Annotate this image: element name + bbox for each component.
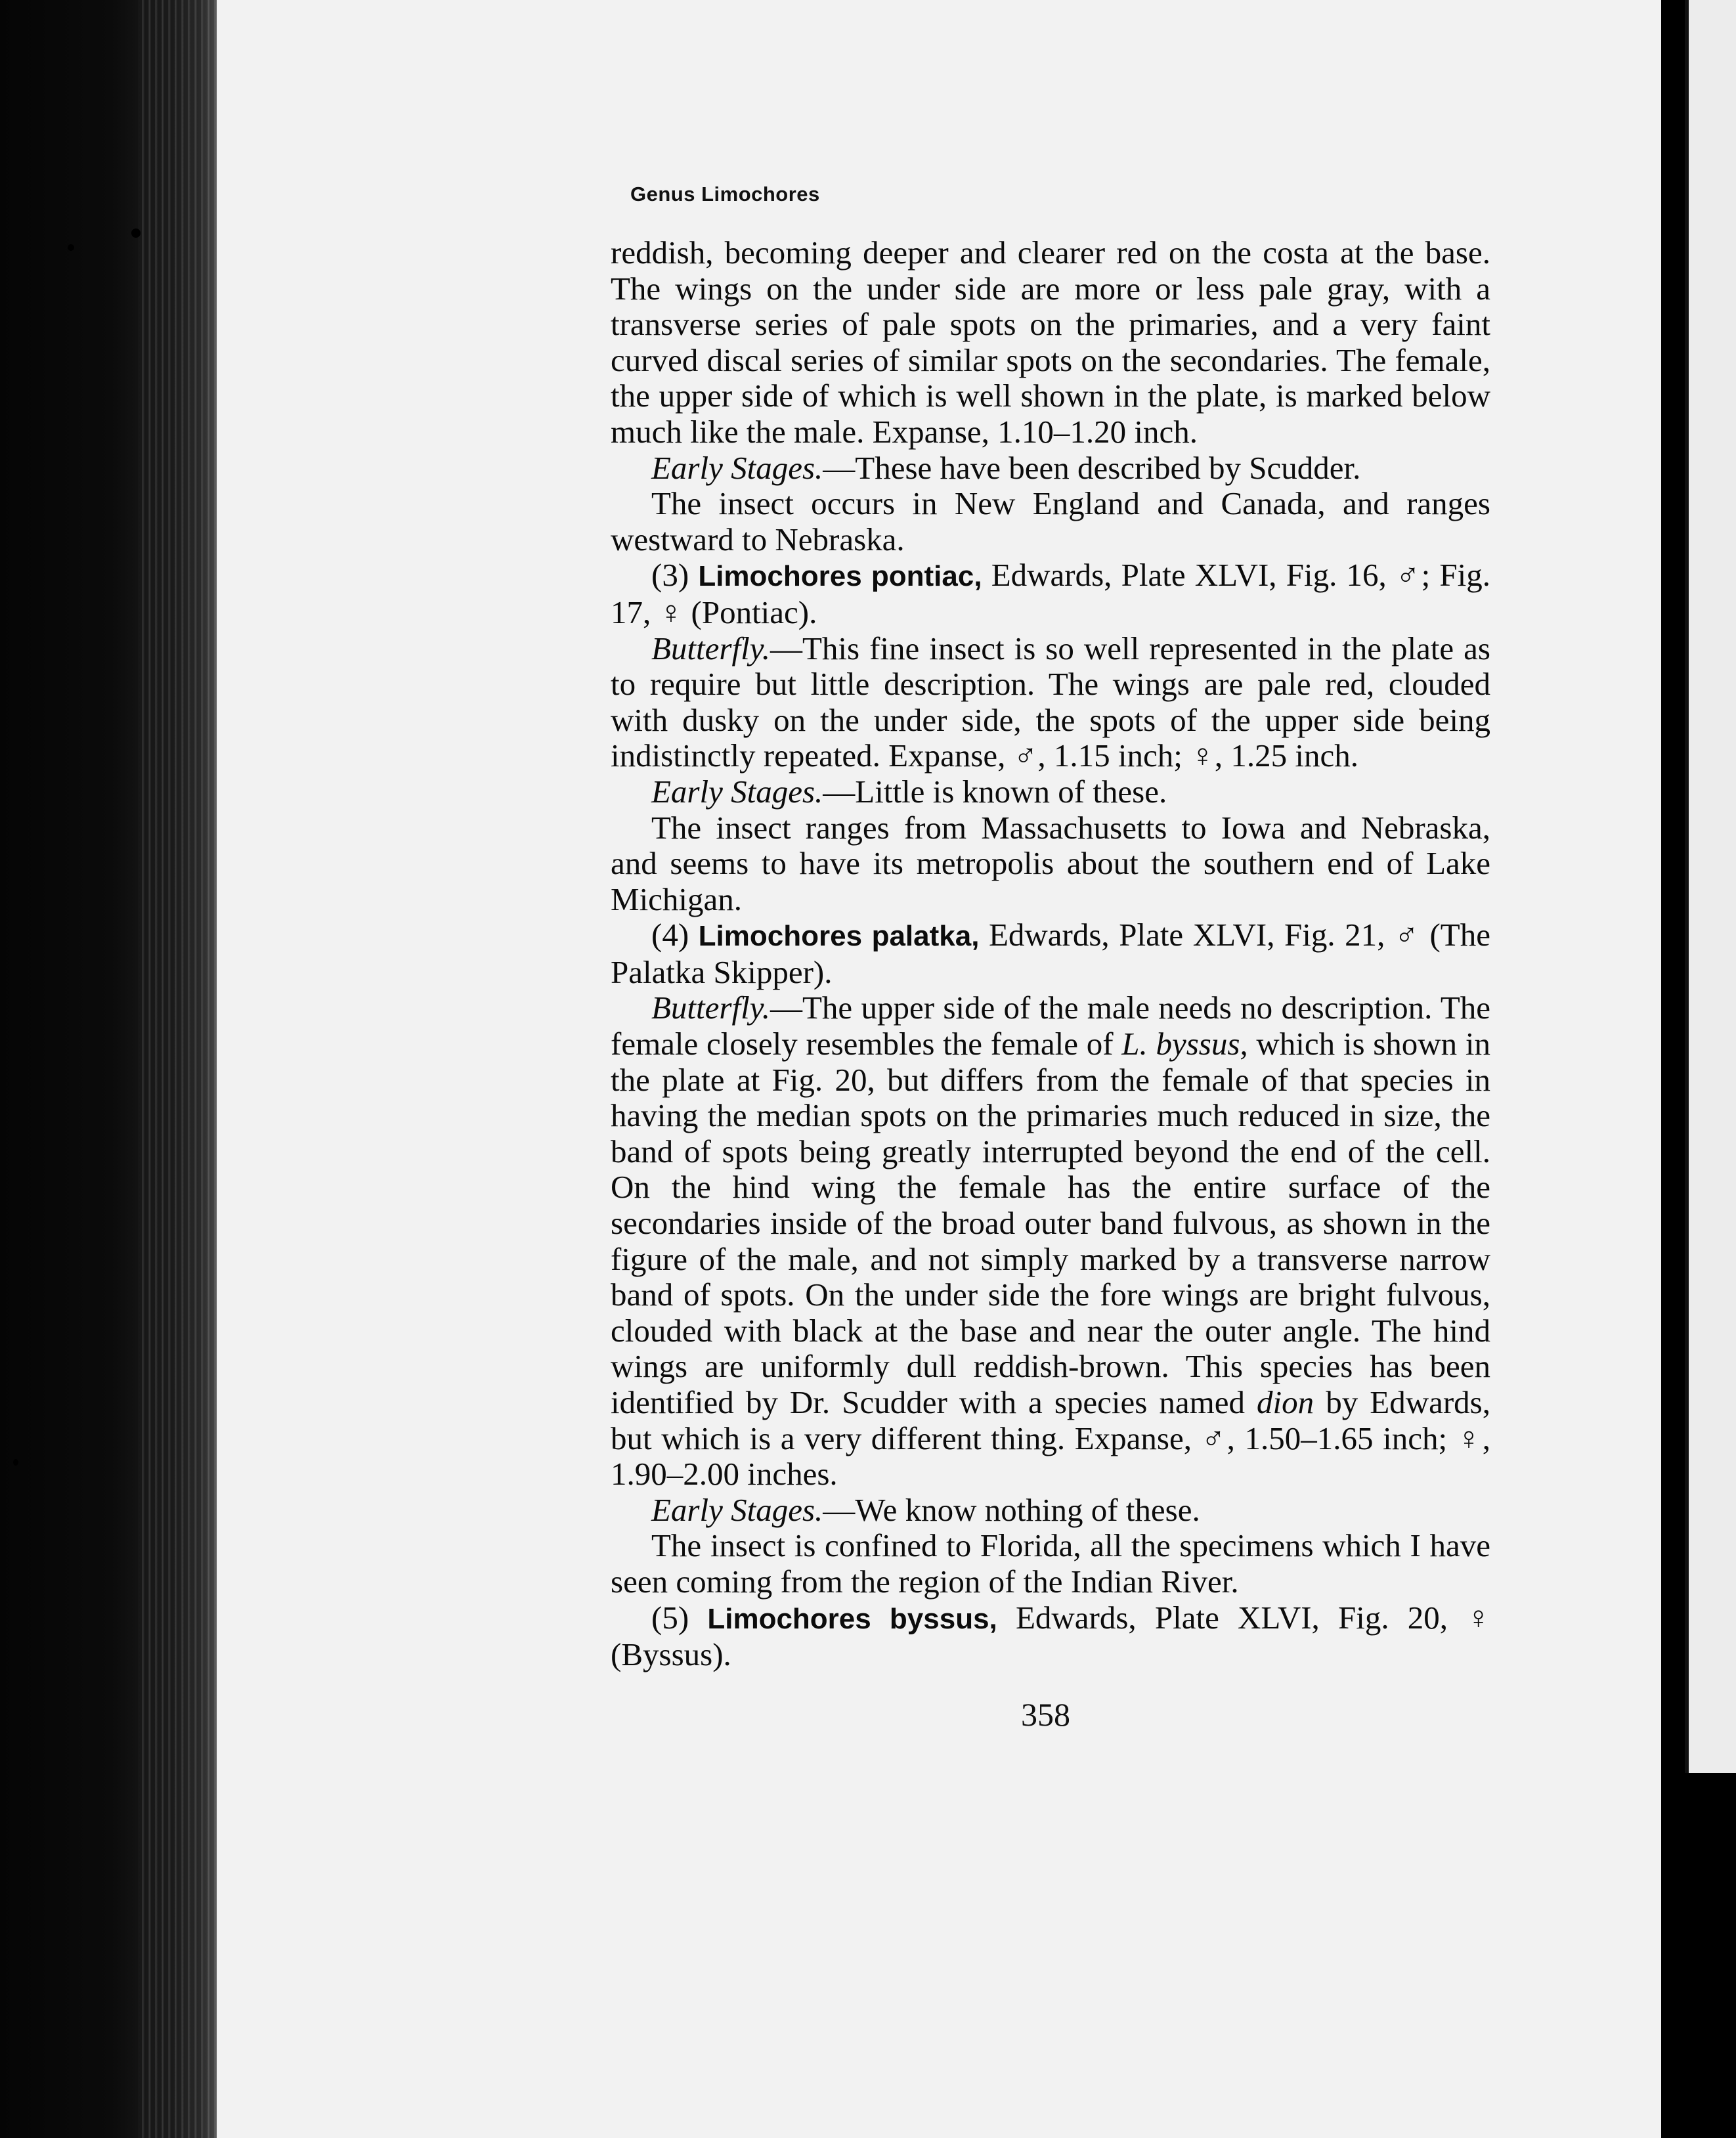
species-name: Limochores byssus, <box>707 1602 997 1635</box>
paragraph <box>611 450 1490 487</box>
species-name: Limochores pontiac, <box>698 560 982 593</box>
paragraph <box>611 486 1490 557</box>
paragraph-text: which is shown in the plate at Fig. 20, but differs from the female of that species in having the median spots on the primaries much reduced in size, the band of spots being greatly interrupted beyond the end of the cell. On the hind wing the female has the entire surface of the secondaries inside of the broad outer band fulvous, as shown in the figure of the male, and not simply marked by a transverse narrow band of spots. On the under side the fore wings are bright fulvous, clouded with black at the base and near the outer angle. The hind wings are uniformly dull reddish-brown. This species has been identified by Dr. Scudder with a species named <box>611 1026 1491 1420</box>
paragraph <box>611 631 1490 774</box>
species-entry <box>611 1600 1490 1673</box>
section-label: Early Stages. <box>651 773 823 810</box>
paragraph-text: Edwards, Plate XLVI, Fig. 21, ♂ (The Palatka Skipper). <box>611 917 1490 990</box>
paragraph-text: —This fine insect is so well represented in the plate as to require but little description. The wings are pale red, clouded with dusky on the under side, the spots of the upper side being indistinctly repeated. Expanse, ♂, 1.15 inch; ♀, 1.25 inch. <box>611 630 1490 774</box>
paragraph-text: —These have been described by Scudder. <box>823 449 1361 486</box>
species-entry <box>611 557 1490 630</box>
italic-species: L. byssus, <box>1121 1026 1248 1062</box>
paragraph-text: by Edwards, but which is a very different thing. Expanse, ♂, 1.50–1.65 inch; ♀, 1.90–2.00 inches. <box>611 1384 1490 1493</box>
scan-speck <box>13 1459 18 1466</box>
running-head: Genus Limochores <box>630 183 820 206</box>
species-name: Limochores palatka, <box>698 920 980 953</box>
paragraph <box>611 235 1490 450</box>
species-number: (5) <box>651 1599 689 1636</box>
paragraph <box>611 1528 1490 1600</box>
section-label: Early Stages. <box>651 1491 823 1528</box>
paragraph-text: Edwards, Plate XLVI, Fig. 20, ♀ (Byssus). <box>611 1599 1491 1673</box>
species-number: (4) <box>651 917 689 953</box>
page-number: 358 <box>1021 1696 1070 1733</box>
paragraph-text: —We know nothing of these. <box>823 1491 1200 1528</box>
section-label: Early Stages. <box>651 449 823 486</box>
paragraph-text: —Little is known of these. <box>823 773 1167 810</box>
section-label: Butterfly. <box>651 990 770 1026</box>
paragraph <box>611 1493 1490 1529</box>
paragraph <box>611 810 1490 918</box>
paragraph <box>611 774 1490 810</box>
paragraph-text: The insect is confined to Florida, all the specimens which I have seen coming from the region of the Indian River. <box>611 1527 1490 1600</box>
paragraph-text: reddish, becoming deeper and clearer red on the costa at the base. The wings on the under side are more or less pale gray, with a transverse series of pale spots on the primaries, and a very faint curved discal series of similar spots on the secondaries. The female, the upper side of which is well shown in the plate, is marked below much like the male. Expanse, 1.10–1.20 inch. <box>611 234 1490 450</box>
paragraph-text: Edwards, Plate XLVI, Fig. 16, ♂; Fig. 17, ♀ (Pontiac). <box>611 557 1491 630</box>
species-number: (3) <box>651 557 689 594</box>
facing-page-sliver <box>1685 0 1736 1773</box>
italic-species: dion <box>1257 1384 1314 1420</box>
paragraph-text: The insect occurs in New England and Canada, and ranges westward to Nebraska. <box>611 485 1490 557</box>
paragraph <box>611 990 1490 1492</box>
scan-speck <box>131 229 141 238</box>
paragraph-text: —The upper side of the male needs no description. The female closely resembles the female of <box>611 990 1490 1062</box>
scan-speck <box>68 244 74 251</box>
page-stack-edges <box>138 0 217 2138</box>
section-label: Butterfly. <box>651 630 770 666</box>
body-text <box>611 235 1490 1673</box>
species-entry <box>611 917 1490 990</box>
paragraph-text: The insect ranges from Massachusetts to Iowa and Nebraska, and seems to have its metropolis about the southern end of Lake Michigan. <box>611 809 1490 917</box>
